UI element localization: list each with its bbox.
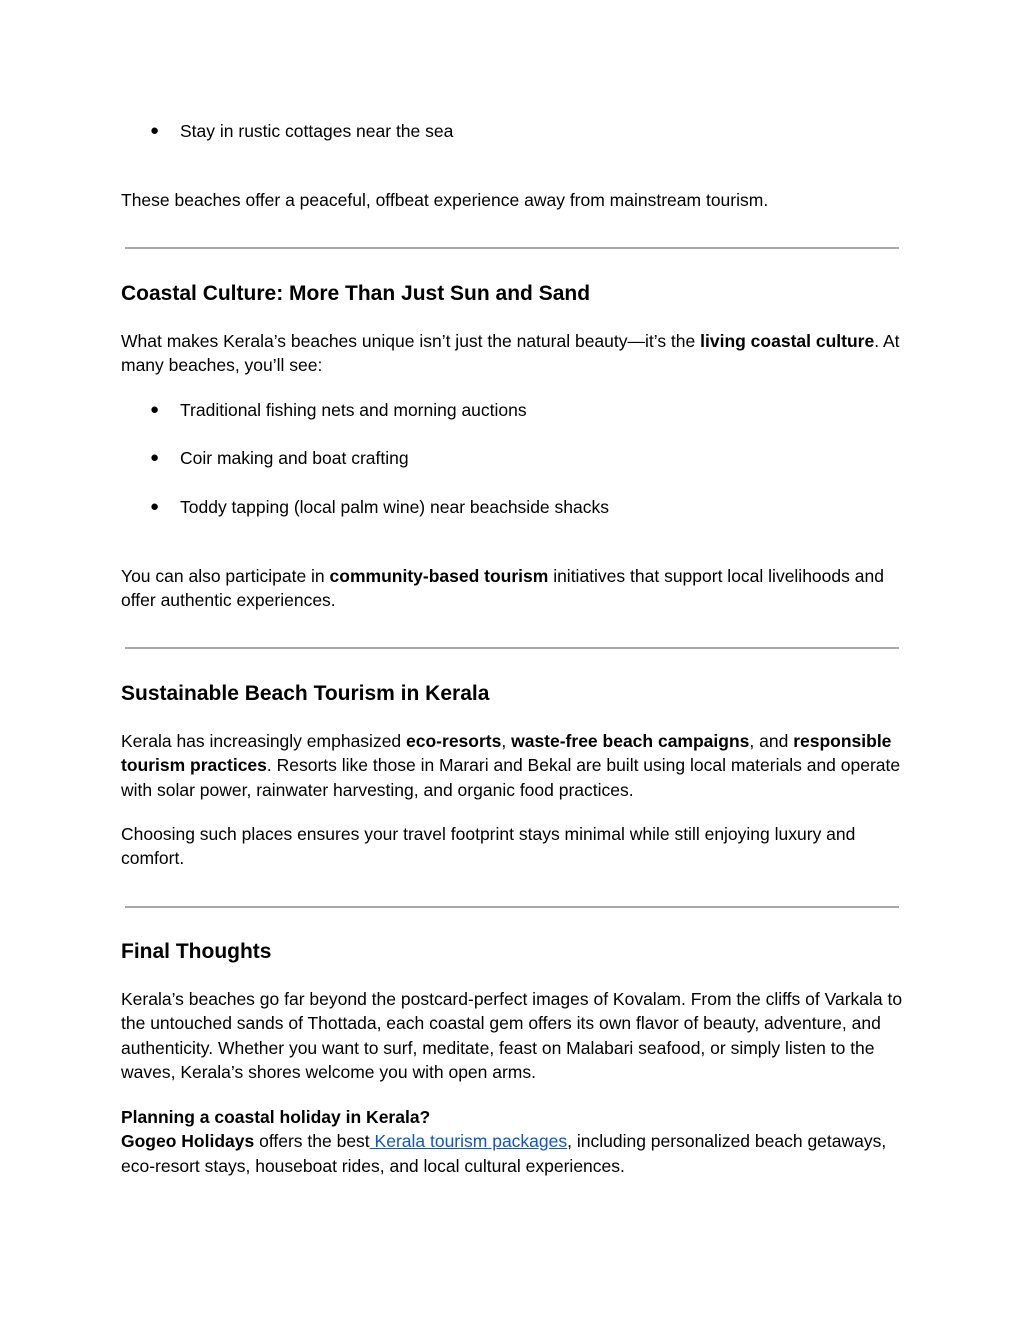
- bullet-icon: ●: [150, 449, 160, 466]
- list-item: [150, 119, 453, 143]
- bold-text: waste-free beach campaigns: [511, 731, 750, 751]
- bold-text: community-based tourism: [329, 566, 549, 586]
- section-heading-coastal: Coastal Culture: More Than Just Sun and Sand: [121, 282, 591, 305]
- sustainable-paragraph-1: [121, 729, 911, 802]
- text-span: Kerala has increasingly emphasized: [121, 731, 407, 751]
- bullet-icon: ●: [150, 498, 160, 515]
- list-item-text: Coir making and boat crafting: [180, 448, 409, 468]
- bullet-icon: ●: [150, 401, 160, 418]
- text-span: , including personalized beach getaways, eco-resort stays, houseboat rides, and local cultural experiences.: [121, 1131, 887, 1176]
- bullet-icon: ●: [150, 122, 160, 139]
- text-span: You can also participate in: [121, 566, 330, 586]
- intro-paragraph: These beaches offer a peaceful, offbeat experience away from mainstream tourism.: [121, 190, 769, 210]
- cta-paragraph: [121, 1105, 911, 1178]
- cta-heading: Planning a coastal holiday in Kerala?: [121, 1107, 431, 1127]
- bold-text: responsible tourism practices: [121, 731, 892, 776]
- horizontal-rule: [125, 247, 899, 249]
- sustainable-paragraph-2: Choosing such places ensures your travel footprint stays minimal while still enjoying luxury and comfort.: [121, 824, 856, 869]
- text-span: ,: [501, 731, 512, 751]
- section-heading-final: Final Thoughts: [121, 940, 272, 963]
- coastal-paragraph-2: [121, 564, 911, 613]
- horizontal-rule: [125, 647, 899, 649]
- section-heading-sustainable: Sustainable Beach Tourism in Kerala: [121, 682, 490, 705]
- text-span: , and: [749, 731, 794, 751]
- bold-text: eco-resorts: [406, 731, 502, 751]
- brand-name: Gogeo Holidays: [121, 1131, 255, 1152]
- bold-text: living coastal culture: [700, 331, 875, 351]
- text-span: . At many beaches, you’ll see:: [121, 331, 900, 376]
- text-span: offers the best: [254, 1131, 370, 1152]
- final-paragraph: Kerala’s beaches go far beyond the postcard-perfect images of Kovalam. From the cliffs of Varkala to the untouched sands of Thottada, each coastal gem offers its own flavor of beauty, adventure, and authenticity. Whether you want to surf, meditate, feast on Malabari seafood, or simply listen to the waves, Kerala’s shores welcome you with open arms.: [121, 989, 903, 1082]
- coastal-paragraph-1: [121, 329, 911, 378]
- list-item: [150, 495, 609, 519]
- list-item: [150, 446, 409, 470]
- list-item: [150, 398, 527, 422]
- list-item-text: Traditional fishing nets and morning auctions: [180, 400, 527, 420]
- horizontal-rule: [125, 906, 899, 908]
- list-item-text: Toddy tapping (local palm wine) near beachside shacks: [180, 497, 609, 517]
- list-item-text: Stay in rustic cottages near the sea: [180, 121, 454, 141]
- kerala-packages-link[interactable]: Kerala tourism packages: [369, 1131, 568, 1152]
- text-span: . Resorts like those in Marari and Bekal are built using local materials and operate with solar power, rainwater harvesting, and organic food practices.: [121, 755, 901, 800]
- text-span: initiatives that support local livelihoods and offer authentic experiences.: [121, 566, 884, 611]
- text-span: What makes Kerala’s beaches unique isn’t just the natural beauty—it’s the: [121, 331, 701, 351]
